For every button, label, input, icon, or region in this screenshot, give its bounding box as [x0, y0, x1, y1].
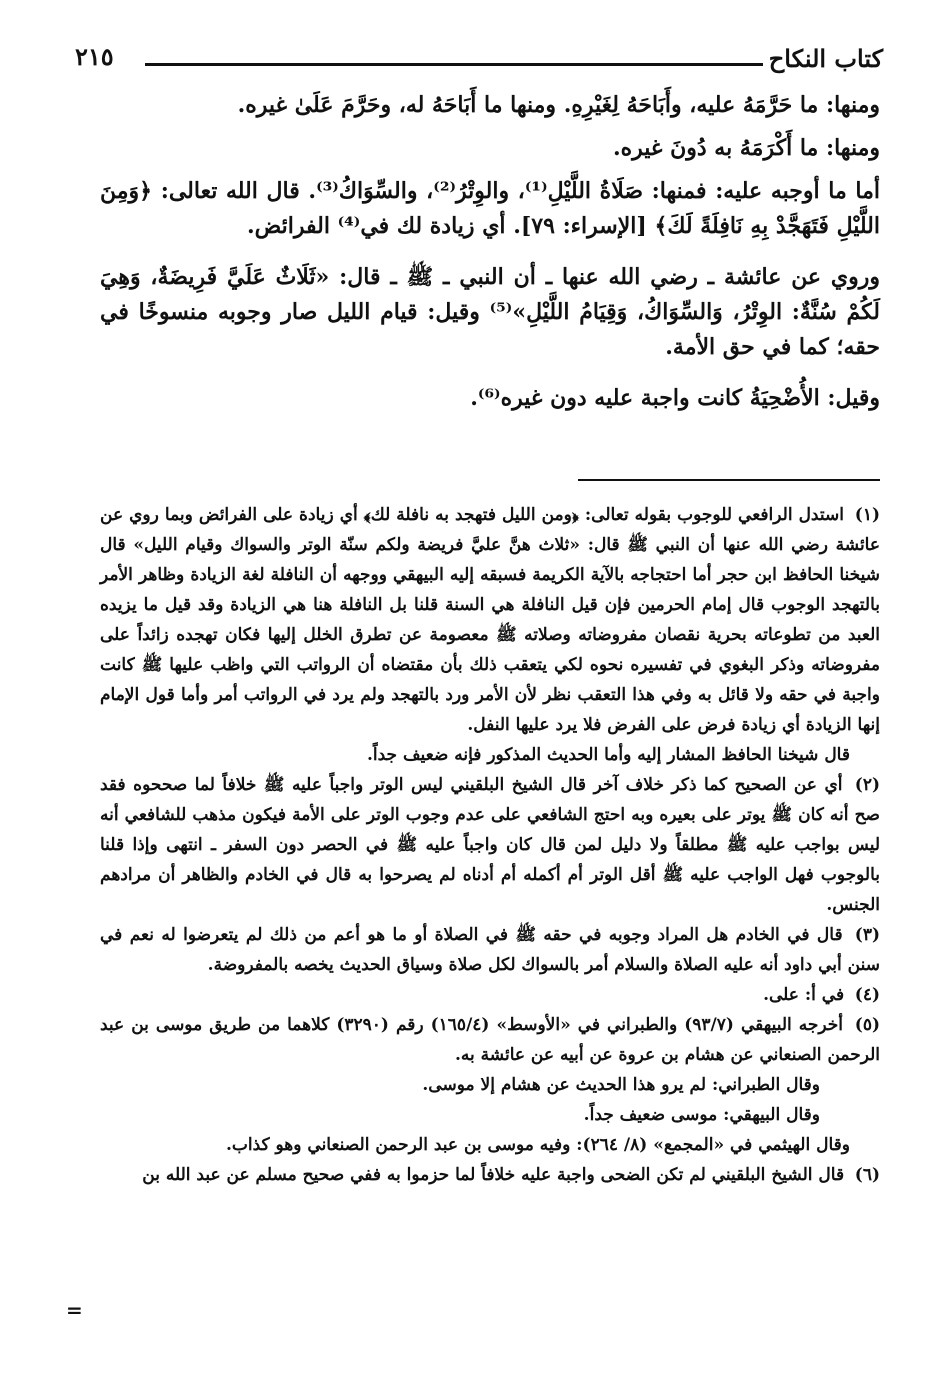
footnote-number: (٤) [854, 985, 880, 1005]
footnote-continuation: قال شيخنا الحافظ المشار إليه وأما الحديث المذكور فإنه ضعيف جداً. [366, 745, 850, 765]
page-number: ٢١٥ [75, 42, 114, 71]
footnote-5 [100, 1010, 880, 1160]
footnote-text: في أ: على. [763, 985, 845, 1005]
footnote-quote-bayhaqi: وقال البيهقي: موسى ضعيف جداً. [583, 1105, 820, 1125]
footnote-text: أي عن الصحيح كما ذكر خلاف آخر قال الشيخ البلقيني ليس الوتر واجباً عليه ﷺ خلافاً لما صححوه فقد صح أنه كان ﷺ يوتر على بعيره وبه احتج الشافعي على عدم وجوب الوتر على الأمة فيكون مذهب للشافعي أنه ليس بواجب عليه ﷺ مطلقاً ولا دليل لمن قال كان واجباً عليه ﷺ في الحصر دون السفر ـ انتهى وإذا قلنا بالوجوب فهل الواجب عليه ﷺ أقل الوتر أم أكمله أم أدناه لم يصرحوا به قال في الخادم والظاهر أن مرادهم الجنس. [100, 775, 880, 915]
footnote-quote-haythami: وقال الهيثمي في «المجمع» (٨/ ٢٦٤): وفيه موسى بن عبد الرحمن الصنعاني وهو كذاب. [225, 1135, 850, 1155]
page-header [75, 38, 883, 78]
footnote-number: (١) [854, 505, 880, 525]
footnote-number: (٣) [854, 925, 880, 945]
footnotes [100, 500, 880, 1190]
footnote-4 [100, 980, 880, 1010]
footnote-text: قال الشيخ البلقيني لم تكن الضحى واجبة عليه خلافاً لما حزموا به ففي صحيح مسلم عن عبد الله بن [142, 1165, 845, 1185]
footnote-separator [578, 479, 880, 481]
footnote-1 [100, 500, 880, 770]
footnote-text: استدل الرافعي للوجوب بقوله تعالى: ﴿ومن الليل فتهجد به نافلة لك﴾ أي زيادة على الفرائض وبما روي عن عائشة رضي الله عنها أن النبي ﷺ قال: «ثلاث هنَّ عليَّ فريضة ولكم سنّة الوتر والسواك وقيام الليل» قال شيخنا الحافظ ابن حجر أما احتجاجه بالآية الكريمة فسبقه إليه البيهقي ووجهه أن النافلة لغة الزيادة وظاهر الأمر بالتهجد الوجوب قال إمام الحرمين فإن قيل النافلة هي السنة قلنا بل النافلة هنا هي الزيادة وقد قيل ما يزيده العبد من تطوعاته بحرية نقصان مفروضاته وصلاته ﷺ معصومة عن تطرق الخلل إليها فكان تهجده زائداً على مفروضاته وذكر البغوي في تفسيره نحوه لكي يتعقب ذلك بأن مقتضاه أن الرواتب التي واظب عليها ﷺ كانت واجبة في حقه ولا قائل به وفي هذا التعقب نظر لأن الأمر ورد بالتهجد ولم يرد في الرواتب أمر وأما قول الإمام إنها الزيادة أي زيادة فرض على الفرض فلا يرد عليها النفل. [100, 505, 880, 735]
footnote-3 [100, 920, 880, 980]
footnote-text: قال في الخادم هل المراد وجوبه في حقه ﷺ في الصلاة أو ما هو أعم من ذلك لم يتعرضوا له نعم في سنن أبي داود أنه عليه الصلاة والسلام أمر بالسواك لكل صلاة وسياق الحديث يخصه بالمفروضة. [100, 925, 880, 975]
main-text [100, 88, 880, 432]
main-paragraph-2: ومنها: ما أَكْرَمَهُ به دُونَ غيره. [612, 135, 880, 161]
main-paragraph-3: أما ما أوجبه عليه: فمنها: صَلَاةُ اللَّيْلِ⁽¹⁾، والوِتْرُ⁽²⁾، والسِّوَاكُ⁽³⁾. قال الله تعالى: ﴿وَمِنَ اللَّيْلِ فَتَهَجَّدْ بِهِ نَافِلَةً لَكَ﴾ [الإسراء: ٧٩]. أي زيادة لك في⁽⁴⁾ الفرائض. [100, 178, 881, 239]
footnote-number: (٢) [854, 775, 880, 795]
footnote-6 [100, 1160, 880, 1190]
footnote-number: (٥) [854, 1015, 880, 1035]
footnote-quote-tabarani: وقال الطبراني: لم يرو هذا الحديث عن هشام إلا موسى. [422, 1075, 820, 1095]
main-paragraph-1: ومنها: ما حَرَّمَهُ عليه، وأَبَاحَهُ لِغَيْرِهِ. ومنها ما أَبَاحَهُ له، وحَرَّمَ عَلَىٰ غيره. [237, 92, 880, 118]
header-rule [145, 63, 763, 66]
main-paragraph-5: وقيل: الأُضْحِيَةُ كانت واجبة عليه دون غيره⁽⁶⁾. [470, 385, 880, 411]
running-title: كتاب النكاح [768, 44, 883, 73]
main-paragraph-4: وروي عن عائشة ـ رضي الله عنها ـ أن النبي ـ ﷺ ـ قال: «ثَلَاثٌ عَلَيَّ فَرِيضَةٌ، وَهِيَ لَكُمْ سُنَّةٌ: الوِتْرُ، وَالسِّوَاكُ، وَقِيَامُ اللَّيْلِ»⁽⁵⁾ وقيل: قيام الليل صار وجوبه منسوخًا في حقه؛ كما في حق الأمة. [100, 264, 881, 360]
footnote-text: أخرجه البيهقي (٩٣/٧) والطبراني في «الأوسط» (١٦٥/٤) رقم (٣٢٩٠) كلاهما من طريق موسى بن عبد الرحمن الصنعاني عن هشام بن عروة عن أبيه عن عائشة به. [100, 1015, 880, 1065]
footnote-number: (٦) [854, 1165, 880, 1185]
continuation-mark: = [66, 1298, 83, 1322]
footnote-2 [100, 770, 880, 920]
